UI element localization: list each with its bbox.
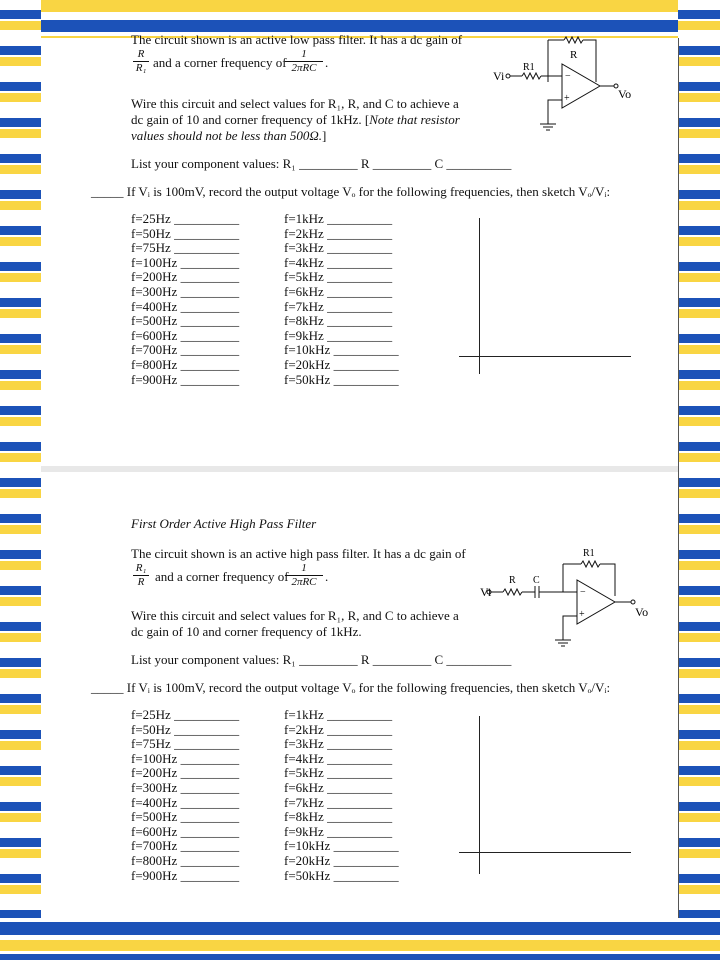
lowpass-graph-y-axis bbox=[479, 218, 480, 374]
highpass-heading: First Order Active High Pass Filter bbox=[131, 516, 317, 531]
page-lowpass: The circuit shown is an active low pass filter. It has a dc gain of $\frac{R}{\text{R₁}}$ and a corner frequency of 1 2πRC . − + Vi R1 R Vo Wire this circuit and select values for R₁, R, and C to achieve a dc gain of 10 and corner frequency of 1kHz. [Note that resistor values should not be less than 500Ω.] List your component values: R₁ _________ R _________ C __________ _____ If Vᵢ is 100mV, record the output voltage Vₒ for the following frequencies, then sketch Vₒ/Vᵢ: f=25Hz __________ f=50Hz __________ f=75Hz __________ f=100Hz _________ f=200Hz _________ f=300Hz _________ f=400Hz _________ f=500Hz _________ f=600Hz _________ f=700Hz _________ f=800Hz _________ f=900Hz _________ f=1kHz __________ f=2kHz __________ f=3kHz __________ f=4kHz __________ f=5kHz __________ f=6kHz __________ f=7kHz __________ f=8kHz __________ f=9kHz __________ f=10kHz __________ f=20kHz __________ f=50kHz __________ bbox=[41, 38, 678, 466]
lowpass-component-values: List your component values: R₁ _________ R _________ C __________ bbox=[131, 156, 512, 171]
highpass-freq-col1 bbox=[131, 708, 239, 883]
highpass-r1-label: R1 bbox=[583, 548, 595, 559]
list-item: f=9kHz __________ bbox=[284, 327, 393, 343]
list-item: f=3kHz __________ bbox=[284, 240, 393, 256]
highpass-vin-label: Vi bbox=[480, 585, 492, 599]
list-item: f=2kHz __________ bbox=[284, 225, 393, 241]
lowpass-graph-x-axis bbox=[459, 356, 631, 357]
list-item: f=2kHz __________ bbox=[284, 721, 393, 737]
list-item: f=75Hz __________ bbox=[131, 240, 240, 256]
left-stripe-border bbox=[0, 0, 41, 960]
highpass-intro: The circuit shown is an active high pass filter. It has a dc gain of bbox=[131, 546, 466, 561]
highpass-wire-line2: dc gain of 10 and corner frequency of 1kHz. bbox=[131, 624, 362, 639]
highpass-wire-line1: Wire this circuit and select values for R₁, R, and C to achieve a bbox=[131, 608, 459, 623]
svg-text:+: + bbox=[579, 609, 585, 620]
list-item: f=1kHz __________ bbox=[284, 211, 393, 226]
list-item: f=6kHz __________ bbox=[284, 779, 393, 795]
list-item: f=3kHz __________ bbox=[284, 736, 393, 752]
svg-text:−: − bbox=[565, 71, 571, 82]
lowpass-r-label: R bbox=[570, 49, 578, 61]
lowpass-note: values should not be less than 500Ω.] bbox=[131, 128, 327, 143]
highpass-instruction: _____ If Vᵢ is 100mV, record the output voltage Vₒ for the following frequencies, then sketch Vₒ/Vᵢ: bbox=[91, 680, 611, 695]
lowpass-corner-fraction: 1 2πRC bbox=[285, 48, 323, 75]
list-item: f=20kHz __________ bbox=[284, 852, 399, 868]
list-item: f=300Hz _________ bbox=[131, 779, 240, 795]
svg-text:−: − bbox=[580, 587, 586, 598]
highpass-corner-prefix: and a corner frequency of bbox=[155, 569, 289, 584]
highpass-graph-y-axis bbox=[479, 716, 480, 874]
lowpass-intro: The circuit shown is an active low pass filter. It has a dc gain of bbox=[131, 32, 463, 47]
lowpass-freq-col1 bbox=[131, 212, 239, 387]
right-stripe-border bbox=[678, 0, 720, 960]
lowpass-vout-label: Vo bbox=[618, 87, 632, 101]
page-highpass: First Order Active High Pass Filter The circuit shown is an active high pass filter. It has a dc gain of $\frac{\text{R₁}}{R}$ and a corner frequency of 1 2πRC . − + Vi R C R1 Vo Wire this circuit and select values for R₁, R, and C to achieve a dc gain of 10 and corner frequency of 1kHz. List your component values: R₁ _________ R _________ C __________ _____ If Vᵢ is 100mV, record the output voltage Vₒ for the following frequencies, then sketch Vₒ/Vᵢ: f=25Hz __________ f=50Hz __________ f=75Hz __________ f=100Hz _________ f=200Hz _________ f=300Hz _________ f=400Hz _________ f=500Hz _________ f=600Hz _________ f=700Hz _________ f=800Hz _________ f=900Hz _________ f=1kHz __________ f=2kHz __________ f=3kHz __________ f=4kHz __________ f=5kHz __________ f=6kHz __________ f=7kHz __________ f=8kHz __________ f=9kHz __________ f=10kHz __________ f=20kHz __________ f=50kHz __________ bbox=[41, 472, 678, 918]
list-item: f=300Hz _________ bbox=[131, 283, 240, 299]
list-item: f=1kHz __________ bbox=[284, 707, 393, 722]
list-item: f=10kHz __________ bbox=[284, 838, 399, 854]
list-item: f=700Hz _________ bbox=[131, 838, 240, 854]
lowpass-circuit-diagram bbox=[493, 36, 646, 132]
list-item: f=500Hz _________ bbox=[131, 809, 240, 825]
bottom-stripe-band bbox=[0, 918, 720, 960]
list-item: f=75Hz __________ bbox=[131, 736, 240, 752]
lowpass-wire-line2: dc gain of 10 and corner frequency of 1kHz. [Note that resistor bbox=[131, 112, 460, 127]
list-item: f=25Hz __________ bbox=[131, 211, 240, 226]
list-item: f=7kHz __________ bbox=[284, 298, 393, 314]
list-item: f=4kHz __________ bbox=[284, 750, 393, 766]
list-item: f=20kHz __________ bbox=[284, 356, 399, 372]
highpass-freq-col2 bbox=[284, 708, 399, 883]
list-item: f=600Hz _________ bbox=[131, 327, 240, 343]
highpass-graph-x-axis bbox=[459, 852, 631, 853]
list-item: f=900Hz _________ bbox=[131, 867, 240, 883]
lowpass-wire-line1: Wire this circuit and select values for R₁, R, and C to achieve a bbox=[131, 96, 459, 111]
lowpass-instruction: _____ If Vᵢ is 100mV, record the output voltage Vₒ for the following frequencies, then sketch Vₒ/Vᵢ: bbox=[91, 184, 611, 199]
list-item: f=50Hz __________ bbox=[131, 721, 240, 737]
list-item: f=400Hz _________ bbox=[131, 298, 240, 314]
list-item: f=200Hz _________ bbox=[131, 269, 240, 285]
highpass-circuit-diagram bbox=[481, 546, 651, 646]
list-item: f=6kHz __________ bbox=[284, 283, 393, 299]
list-item: f=5kHz __________ bbox=[284, 269, 393, 285]
list-item: f=600Hz _________ bbox=[131, 823, 240, 839]
list-item: f=400Hz _________ bbox=[131, 794, 240, 810]
list-item: f=9kHz __________ bbox=[284, 823, 393, 839]
list-item: f=800Hz _________ bbox=[131, 356, 240, 372]
list-item: f=200Hz _________ bbox=[131, 765, 240, 781]
lowpass-freq-col2 bbox=[284, 212, 399, 387]
highpass-r-label: R bbox=[509, 575, 516, 586]
list-item: f=4kHz __________ bbox=[284, 254, 393, 270]
list-item: f=100Hz _________ bbox=[131, 254, 240, 270]
list-item: f=50kHz __________ bbox=[284, 867, 399, 883]
page-right-edge bbox=[678, 38, 679, 918]
highpass-vout-label: Vo bbox=[635, 605, 649, 619]
highpass-c-label: C bbox=[533, 575, 540, 586]
list-item: f=8kHz __________ bbox=[284, 313, 393, 329]
svg-text:+: + bbox=[564, 93, 570, 104]
list-item: f=7kHz __________ bbox=[284, 794, 393, 810]
list-item: f=50Hz __________ bbox=[131, 225, 240, 241]
list-item: f=900Hz _________ bbox=[131, 371, 240, 387]
lowpass-gain-fraction: $\frac{R}{\text{R₁}}$ bbox=[133, 48, 149, 75]
list-item: f=10kHz __________ bbox=[284, 342, 399, 358]
list-item: f=8kHz __________ bbox=[284, 809, 393, 825]
list-item: f=25Hz __________ bbox=[131, 707, 240, 722]
highpass-component-values: List your component values: R₁ _________ R _________ C __________ bbox=[131, 652, 512, 667]
list-item: f=5kHz __________ bbox=[284, 765, 393, 781]
list-item: f=700Hz _________ bbox=[131, 342, 240, 358]
lowpass-vin-label: Vi bbox=[493, 69, 505, 83]
list-item: f=100Hz _________ bbox=[131, 750, 240, 766]
list-item: f=500Hz _________ bbox=[131, 313, 240, 329]
lowpass-r1-label: R1 bbox=[523, 62, 535, 73]
list-item: f=50kHz __________ bbox=[284, 371, 399, 387]
list-item: f=800Hz _________ bbox=[131, 852, 240, 868]
highpass-gain-fraction: $\frac{\text{R₁}}{R}$ bbox=[133, 562, 149, 589]
highpass-corner-fraction: 1 2πRC bbox=[285, 562, 323, 589]
lowpass-corner-prefix: and a corner frequency of bbox=[153, 55, 287, 70]
